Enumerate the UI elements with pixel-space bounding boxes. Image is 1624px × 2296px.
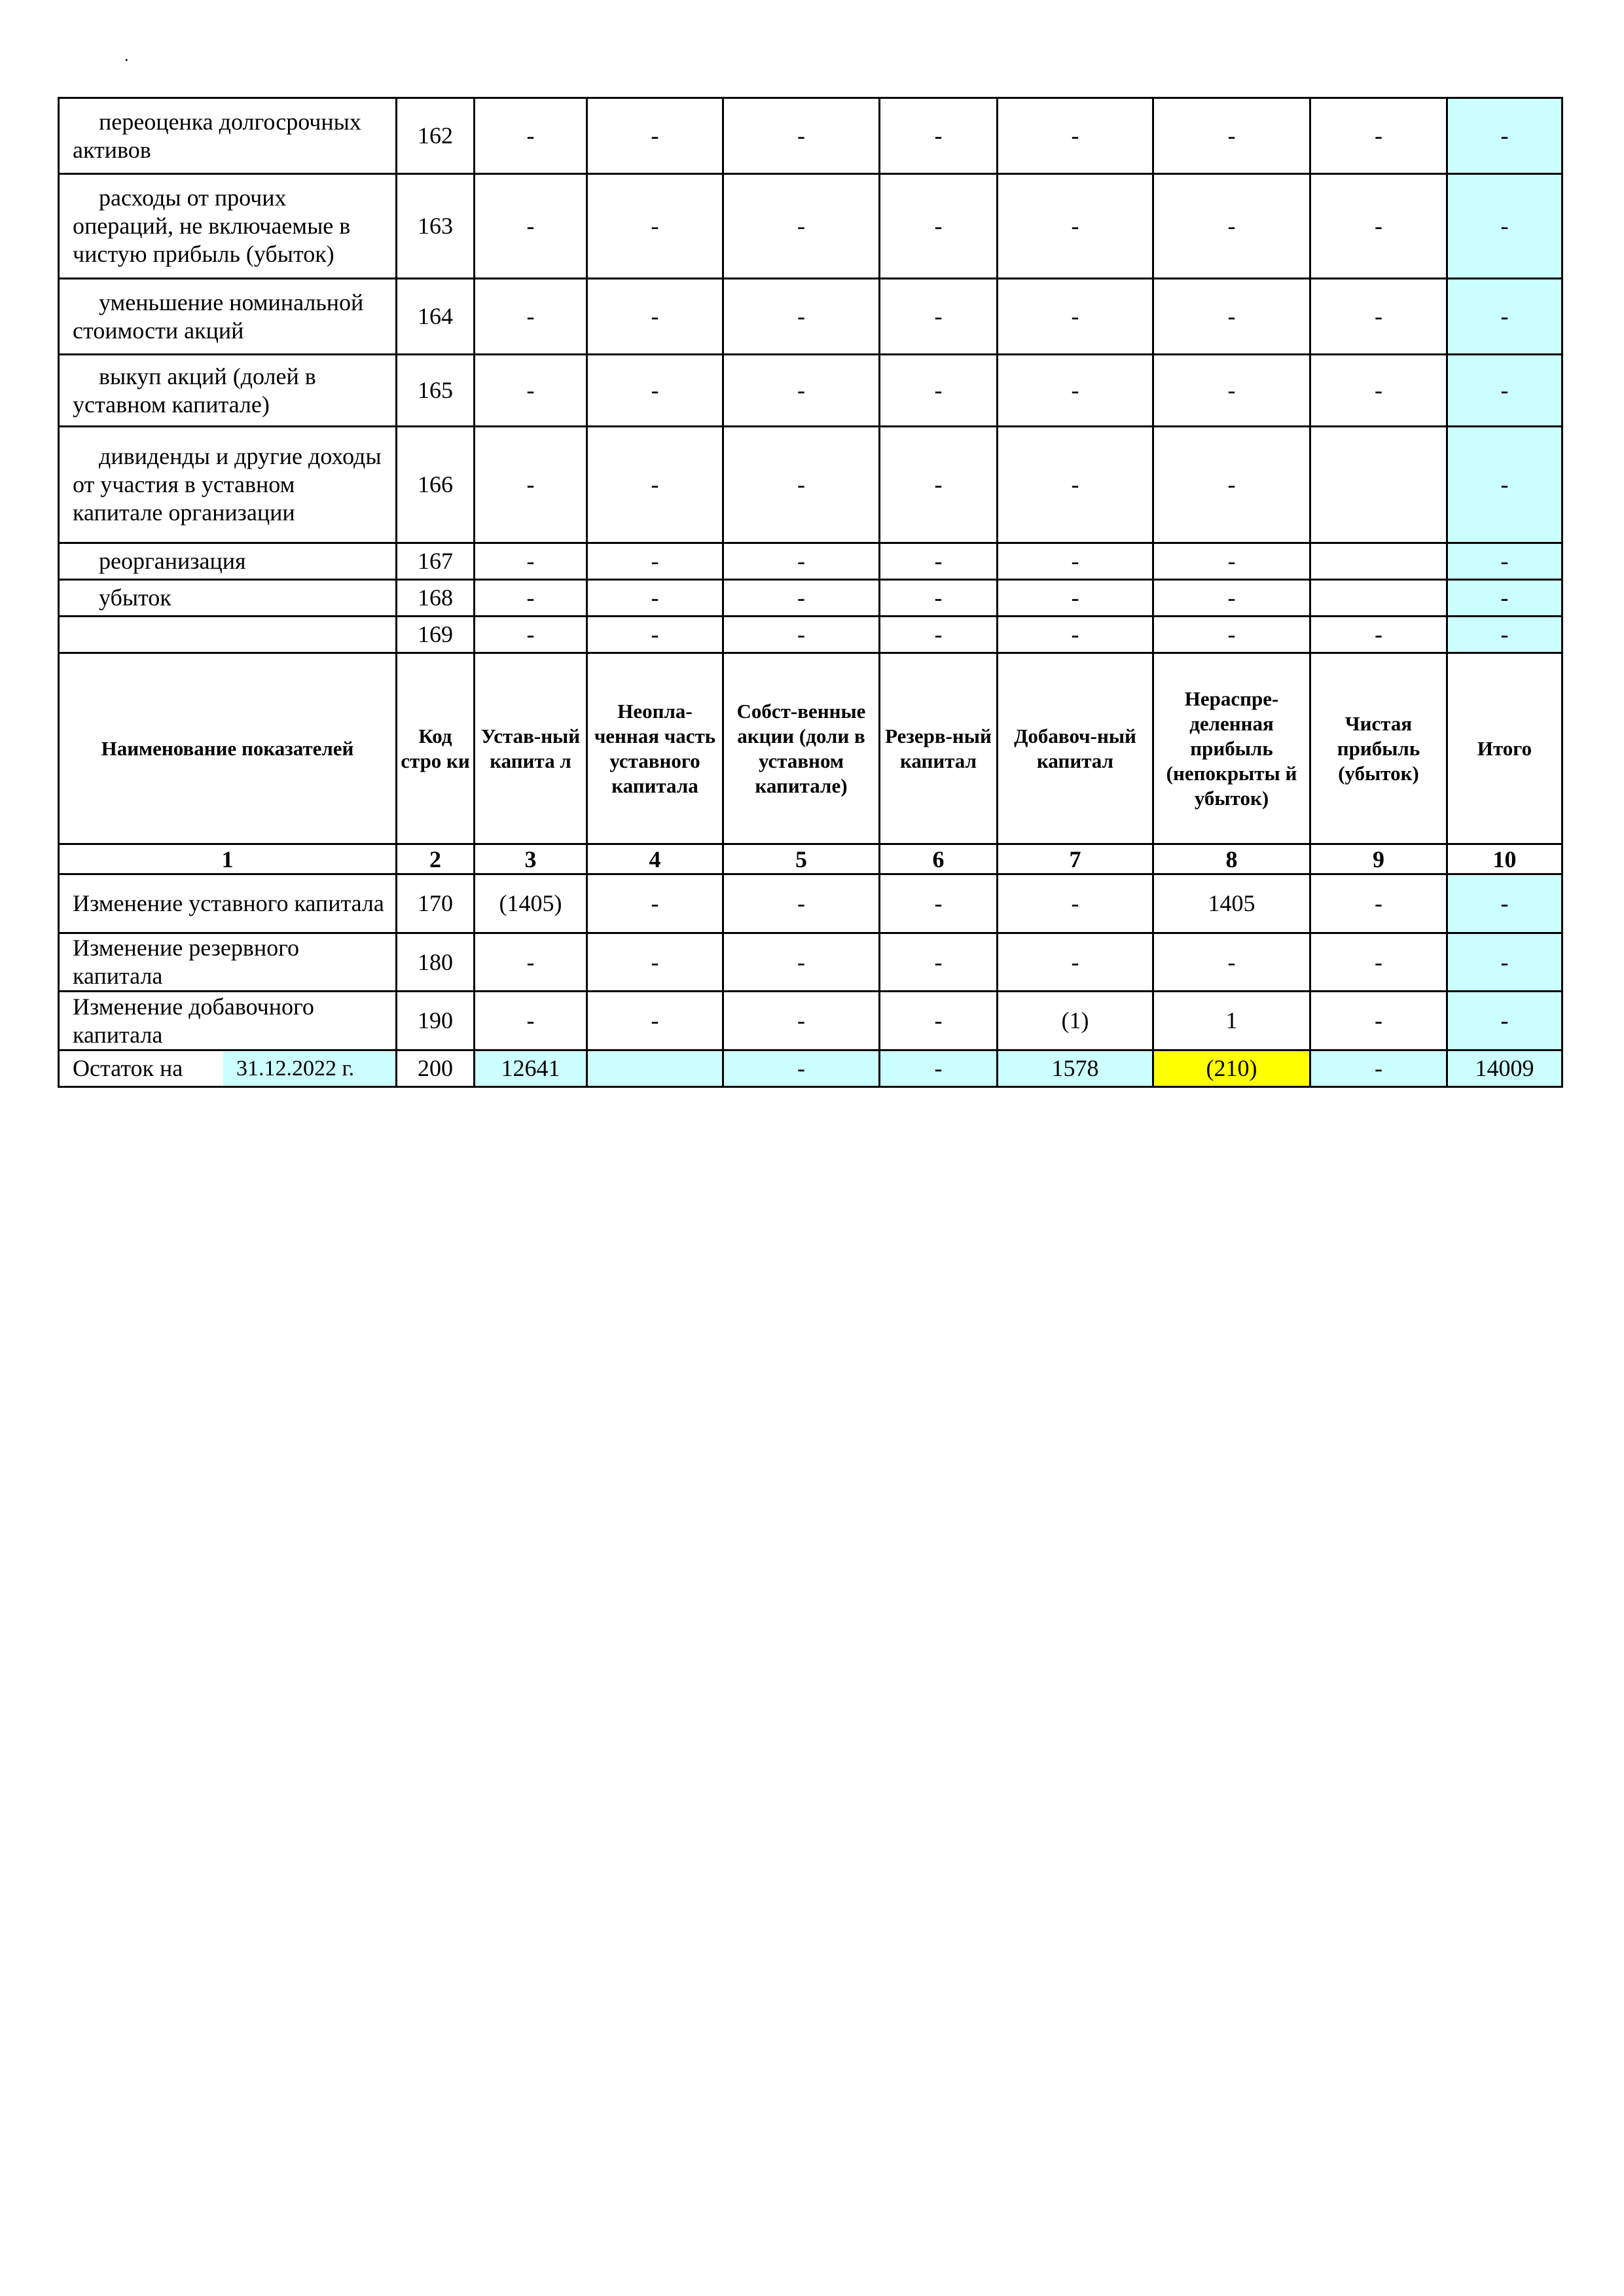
cell-c4: -: [587, 279, 723, 355]
row-name: выкуп акций (долей в уставном капитале): [59, 355, 397, 427]
row-code: 162: [397, 98, 475, 174]
cell-c3: -: [475, 617, 587, 653]
column-number: 8: [1153, 844, 1310, 874]
cell-c5: -: [723, 355, 880, 427]
cell-c9: -: [1310, 1050, 1447, 1087]
cell-c9: -: [1310, 617, 1447, 653]
cell-c7: -: [998, 617, 1153, 653]
row-name: переоценка долгосрочных активов: [59, 98, 397, 174]
cell-c9: [1310, 543, 1447, 580]
cell-c5: -: [723, 174, 880, 279]
cell-c3: -: [475, 992, 587, 1050]
cell-c7: -: [998, 933, 1153, 992]
header-c9: Чистая прибыль (убыток): [1310, 653, 1447, 844]
row-name: уменьшение номинальной стоимости акций: [59, 279, 397, 355]
cell-c5: -: [723, 580, 880, 617]
cell-c5: -: [723, 98, 880, 174]
cell-c4: -: [587, 617, 723, 653]
cell-c8: -: [1153, 98, 1310, 174]
cell-c7: -: [998, 174, 1153, 279]
cell-c9: -: [1310, 98, 1447, 174]
row-code: 166: [397, 427, 475, 543]
cell-c8: -: [1153, 279, 1310, 355]
row-code: 180: [397, 933, 475, 992]
cell-c6: -: [880, 355, 998, 427]
cell-c3: -: [475, 174, 587, 279]
cell-c3: -: [475, 933, 587, 992]
cell-c9: -: [1310, 933, 1447, 992]
cell-c8: -: [1153, 355, 1310, 427]
cell-c6: -: [880, 874, 998, 933]
cell-c8: -: [1153, 174, 1310, 279]
cell-c5: -: [723, 427, 880, 543]
table-row: [59, 427, 1562, 543]
column-number: 9: [1310, 844, 1447, 874]
cell-c7: -: [998, 543, 1153, 580]
cell-c10: -: [1447, 355, 1562, 427]
cell-c7: -: [998, 279, 1153, 355]
row-code: 168: [397, 580, 475, 617]
cell-c10: -: [1447, 279, 1562, 355]
cell-c8: -: [1153, 933, 1310, 992]
header-c4: Неопла-ченная часть уставного капитала: [587, 653, 723, 844]
cell-c4: -: [587, 933, 723, 992]
cell-c6: -: [880, 1050, 998, 1087]
row-code: 163: [397, 174, 475, 279]
cell-c4: -: [587, 874, 723, 933]
cell-c6: -: [880, 279, 998, 355]
cell-c3: 12641: [475, 1050, 587, 1087]
column-number: 10: [1447, 844, 1562, 874]
table-row: [59, 174, 1562, 279]
cell-c5: -: [723, 617, 880, 653]
header-code: Код стро ки: [397, 653, 475, 844]
cell-c6: -: [880, 427, 998, 543]
table-row: [59, 992, 1562, 1050]
cell-c5: -: [723, 874, 880, 933]
cell-c9: -: [1310, 992, 1447, 1050]
header-c10: Итого: [1447, 653, 1562, 844]
row-code: 164: [397, 279, 475, 355]
column-number: 4: [587, 844, 723, 874]
cell-c8: (210): [1153, 1050, 1310, 1087]
cell-c8: -: [1153, 617, 1310, 653]
table-row: [59, 279, 1562, 355]
column-number: 1: [59, 844, 397, 874]
cell-c3: -: [475, 98, 587, 174]
cell-c4: -: [587, 543, 723, 580]
balance-date: 31.12.2022 г.: [223, 1052, 395, 1086]
cell-c7: -: [998, 580, 1153, 617]
row-name: расходы от прочих операций, не включаемые в чистую прибыль (убыток): [59, 174, 397, 279]
cell-c7: -: [998, 874, 1153, 933]
header-c8: Нераспре-деленная прибыль (непокрыты й убыток): [1153, 653, 1310, 844]
cell-c3: -: [475, 543, 587, 580]
cell-c8: -: [1153, 427, 1310, 543]
cell-c5: -: [723, 543, 880, 580]
cell-c10: 14009: [1447, 1050, 1562, 1087]
cell-c4: -: [587, 174, 723, 279]
row-code: 167: [397, 543, 475, 580]
cell-c6: -: [880, 617, 998, 653]
column-numbers-row: [59, 844, 1562, 874]
cell-c10: -: [1447, 543, 1562, 580]
cell-c5: -: [723, 279, 880, 355]
cell-c6: -: [880, 543, 998, 580]
row-name: дивиденды и другие доходы от участия в уставном капитале организации: [59, 427, 397, 543]
table-row: [59, 355, 1562, 427]
cell-c7: (1): [998, 992, 1153, 1050]
table-row: [59, 617, 1562, 653]
cell-c3: -: [475, 427, 587, 543]
cell-c7: -: [998, 98, 1153, 174]
row-name: Изменение резервного капитала: [59, 933, 397, 992]
header-c6: Резерв-ный капитал: [880, 653, 998, 844]
balance-row: [59, 1050, 1562, 1087]
row-name: [59, 617, 397, 653]
table-row: [59, 580, 1562, 617]
cell-c10: -: [1447, 617, 1562, 653]
cell-c9: -: [1310, 874, 1447, 933]
row-code: 190: [397, 992, 475, 1050]
row-name: Изменение уставного капитала: [59, 874, 397, 933]
cell-c6: -: [880, 174, 998, 279]
row-name: реорганизация: [59, 543, 397, 580]
cell-c4: [587, 1050, 723, 1087]
cell-c4: -: [587, 992, 723, 1050]
table-row: [59, 98, 1562, 174]
page-mark: .: [124, 46, 129, 65]
cell-c5: -: [723, 1050, 880, 1087]
cell-c7: -: [998, 355, 1153, 427]
cell-c3: -: [475, 279, 587, 355]
cell-c6: -: [880, 98, 998, 174]
header-c5: Собст-венные акции (доли в уставном капитале): [723, 653, 880, 844]
cell-c9: -: [1310, 279, 1447, 355]
cell-c8: -: [1153, 580, 1310, 617]
table-header-row: [59, 653, 1562, 844]
cell-c4: -: [587, 98, 723, 174]
cell-c4: -: [587, 355, 723, 427]
row-code: 200: [397, 1050, 475, 1087]
table-row: [59, 933, 1562, 992]
cell-c10: -: [1447, 174, 1562, 279]
column-number: 5: [723, 844, 880, 874]
cell-c5: -: [723, 992, 880, 1050]
row-code: 165: [397, 355, 475, 427]
cell-c9: -: [1310, 174, 1447, 279]
cell-c6: -: [880, 992, 998, 1050]
cell-c9: [1310, 580, 1447, 617]
cell-c10: -: [1447, 992, 1562, 1050]
cell-c3: (1405): [475, 874, 587, 933]
cell-c6: -: [880, 933, 998, 992]
header-c7: Добавоч-ный капитал: [998, 653, 1153, 844]
row-code: 169: [397, 617, 475, 653]
cell-c3: -: [475, 355, 587, 427]
cell-c7: -: [998, 427, 1153, 543]
header-c3: Устав-ный капита л: [475, 653, 587, 844]
row-name: убыток: [59, 580, 397, 617]
column-number: 2: [397, 844, 475, 874]
cell-c10: -: [1447, 580, 1562, 617]
row-code: 170: [397, 874, 475, 933]
cell-c4: -: [587, 580, 723, 617]
column-number: 6: [880, 844, 998, 874]
table-row: [59, 543, 1562, 580]
cell-c9: -: [1310, 355, 1447, 427]
cell-c4: -: [587, 427, 723, 543]
column-number: 3: [475, 844, 587, 874]
cell-c10: -: [1447, 874, 1562, 933]
capital-changes-table: [58, 97, 1563, 1088]
cell-c8: 1405: [1153, 874, 1310, 933]
balance-label-cell: [59, 1050, 397, 1087]
cell-c10: -: [1447, 427, 1562, 543]
column-number: 7: [998, 844, 1153, 874]
cell-c5: -: [723, 933, 880, 992]
cell-c7: 1578: [998, 1050, 1153, 1087]
row-name: Изменение добавочного капитала: [59, 992, 397, 1050]
cell-c10: -: [1447, 933, 1562, 992]
header-name: Наименование показателей: [59, 653, 397, 844]
cell-c3: -: [475, 580, 587, 617]
cell-c10: -: [1447, 98, 1562, 174]
cell-c9: [1310, 427, 1447, 543]
balance-label: Остаток на: [73, 1055, 183, 1081]
cell-c8: 1: [1153, 992, 1310, 1050]
cell-c6: -: [880, 580, 998, 617]
table-row: [59, 874, 1562, 933]
cell-c8: -: [1153, 543, 1310, 580]
